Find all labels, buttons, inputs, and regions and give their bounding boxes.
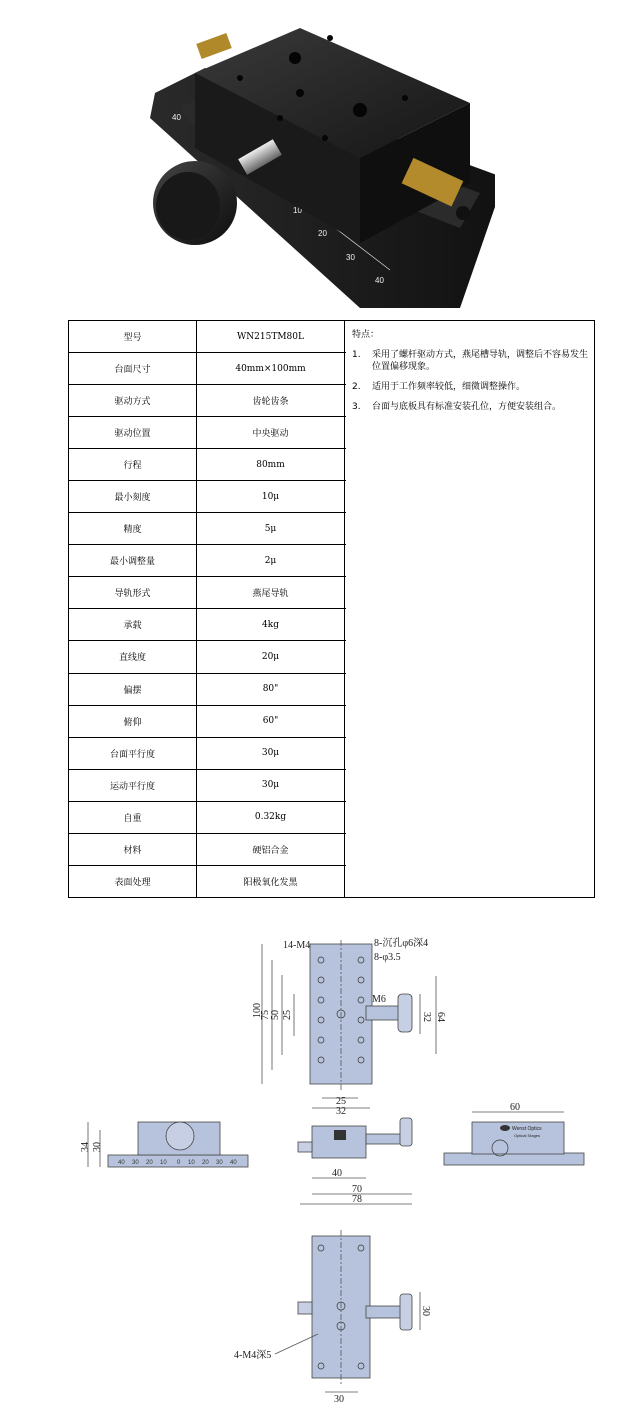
features-title: 特点： (352, 330, 380, 340)
spec-value: 齿轮齿条 (197, 385, 345, 416)
top-view (252, 936, 446, 1117)
spec-row (69, 321, 346, 353)
spec-row (69, 641, 346, 673)
dim-label: M6 (372, 994, 386, 1005)
spec-row (69, 674, 346, 706)
feature-text: 台面与底板具有标准安装孔位，方便安装组合。 (372, 402, 562, 412)
product-photo (150, 8, 495, 308)
spec-row (69, 609, 346, 641)
dim-label: 60 (510, 1102, 520, 1113)
technical-drawings (0, 930, 642, 1416)
dim-label: 14-M4 (283, 940, 311, 951)
spec-label: 驱动方式 (69, 385, 197, 416)
spec-value: 阳极氧化发黑 (197, 866, 345, 898)
dim-label: 50 (270, 1010, 281, 1020)
dim-label: 34 (80, 1142, 91, 1152)
dim-label: 64 (435, 1012, 446, 1022)
spec-label: 承载 (69, 609, 197, 640)
feature-item (352, 401, 588, 413)
spec-row (69, 834, 346, 866)
spec-value: 80" (197, 674, 345, 705)
spec-value: 燕尾导轨 (197, 577, 345, 608)
spec-label: 台面尺寸 (69, 353, 197, 384)
features-panel (346, 321, 596, 421)
dim-label: 25 (336, 1096, 346, 1107)
dim-label: 32 (421, 1012, 432, 1022)
bottom-view (234, 1230, 431, 1405)
dim-label: 100 (252, 1003, 263, 1018)
dim-label: 4-M4深5 (234, 1350, 272, 1361)
side-scale-label: 30 (132, 1160, 139, 1166)
spec-value: 30μ (197, 738, 345, 769)
spec-label: 型号 (69, 321, 197, 352)
spec-row (69, 417, 346, 449)
scale-label: 10 (293, 206, 302, 215)
spec-row (69, 866, 346, 898)
spec-row (69, 738, 346, 770)
feature-text: 适用于工作频率较低，细微调整操作。 (372, 382, 526, 392)
dim-label: 75 (260, 1010, 271, 1020)
spec-label: 运动平行度 (69, 770, 197, 801)
spec-label: 自重 (69, 802, 197, 833)
spec-value: 20μ (197, 641, 345, 672)
dim-label: 30 (92, 1142, 103, 1152)
spec-row (69, 449, 346, 481)
spec-label: 表面处理 (69, 866, 197, 898)
spec-value: 40mm×100mm (197, 353, 345, 384)
scale-label: 20 (318, 229, 327, 238)
feature-text: 采用了螺杆驱动方式，燕尾槽导轨，调整后不容易发生位置偏移现象。 (372, 350, 589, 372)
dim-label: 40 (332, 1168, 342, 1179)
side-scale-label: 20 (202, 1160, 209, 1166)
side-scale-label: 40 (118, 1160, 125, 1166)
brass-clamp (196, 33, 232, 59)
dim-label: 8-φ3.5 (374, 952, 401, 963)
side-scale-label: 20 (146, 1160, 153, 1166)
spec-label: 台面平行度 (69, 738, 197, 769)
spec-value: 4kg (197, 609, 345, 640)
feature-item (352, 349, 588, 373)
spec-rows (69, 321, 346, 898)
feature-num: 3. (352, 402, 361, 412)
spec-row (69, 385, 346, 417)
spec-label: 俯仰 (69, 706, 197, 737)
brand-sub-label: Optical Stages (514, 1133, 541, 1138)
front-view (298, 1118, 412, 1205)
spec-row (69, 545, 346, 577)
spec-label: 材料 (69, 834, 197, 865)
spec-label: 精度 (69, 513, 197, 544)
dim-label: 78 (352, 1194, 362, 1205)
side-view (80, 1122, 248, 1167)
scale-label: 30 (346, 253, 355, 262)
spec-row (69, 577, 346, 609)
side-scale-label: 0 (177, 1160, 181, 1166)
spec-value: 30μ (197, 770, 345, 801)
spec-label: 导轨形式 (69, 577, 197, 608)
dim-label: 25 (282, 1010, 293, 1020)
spec-value: WN215TM80L (197, 321, 345, 352)
spec-label: 最小调整量 (69, 545, 197, 576)
side-scale-label: 10 (188, 1160, 195, 1166)
spec-label: 驱动位置 (69, 417, 197, 448)
spec-label: 直线度 (69, 641, 197, 672)
spec-row (69, 706, 346, 738)
dim-label: 32 (336, 1106, 346, 1117)
spec-value: 10μ (197, 481, 345, 512)
dim-label: 70 (352, 1184, 362, 1195)
spec-row (69, 353, 346, 385)
spec-value: 5μ (197, 513, 345, 544)
feature-num: 2. (352, 382, 361, 392)
dim-label: 30 (334, 1394, 344, 1405)
scale-label: 40 (375, 276, 384, 285)
spec-row (69, 802, 346, 834)
spec-value: 60" (197, 706, 345, 737)
feature-item (352, 381, 588, 393)
spec-row (69, 770, 346, 802)
dim-label: 8-沉孔φ6深4 (374, 938, 429, 949)
dim-label: 30 (420, 1306, 431, 1316)
spec-value: 中央驱动 (197, 417, 345, 448)
spec-label: 行程 (69, 449, 197, 480)
spec-table (68, 320, 595, 898)
spec-label: 最小刻度 (69, 481, 197, 512)
side-scale-label: 30 (216, 1160, 223, 1166)
spec-row (69, 513, 346, 545)
spec-value: 80mm (197, 449, 345, 480)
spec-row (69, 481, 346, 513)
spec-value: 2μ (197, 545, 345, 576)
brand-label: Wenst Optics (512, 1126, 542, 1132)
side-scale-label: 10 (160, 1160, 167, 1166)
scale-label: 40 (172, 113, 181, 122)
spec-value: 0.32kg (197, 802, 345, 833)
side-scale-label: 40 (230, 1160, 237, 1166)
right-view (444, 1102, 584, 1165)
spec-value: 硬铝合金 (197, 834, 345, 865)
feature-num: 1. (352, 350, 361, 360)
spec-label: 偏摆 (69, 674, 197, 705)
